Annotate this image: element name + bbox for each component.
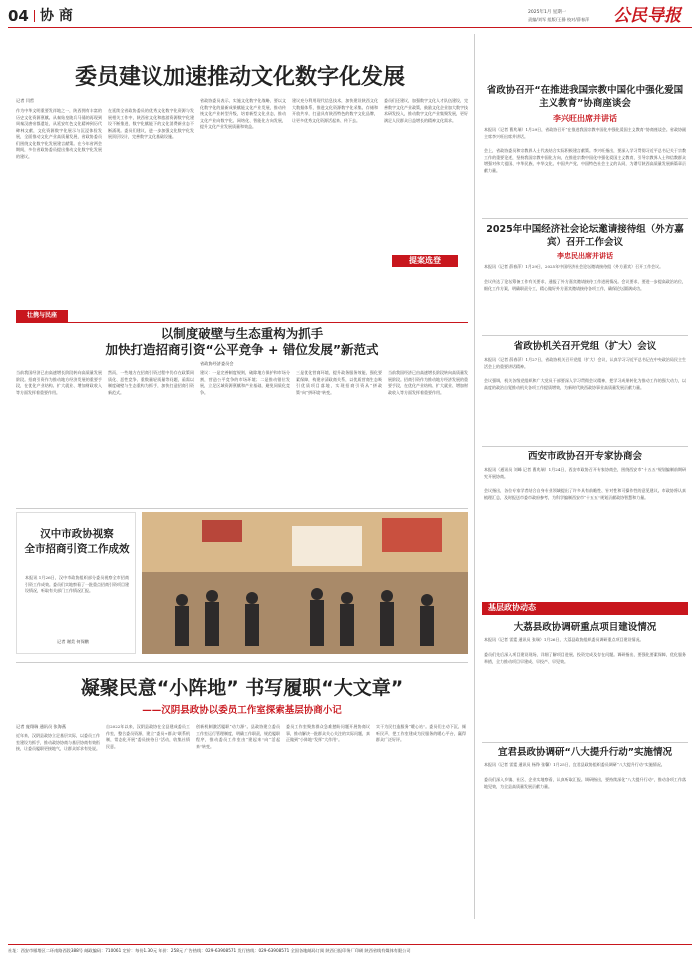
divider	[482, 218, 688, 219]
section-name: 协 商	[40, 8, 73, 24]
divider	[482, 335, 688, 336]
right-article2-title: 2025年中国经济社会论坛邀请接待组（外方嘉宾）召开工作会议	[486, 224, 684, 248]
right-article4-byline: 本报讯（通讯员 刘峰 记者 曹兆瑞）1月24日，西安市政协召开专家协商会，围绕西安市“十五五”规划编制前期研究开展协商。	[484, 467, 686, 479]
yijun-body: 委员们深入乡镇、社区、企业实地察看，认真听取汇报。调研指出，要持续深化“八大提升行动”，推动各项工作落地见效，为全县高质量发展贡献力量。	[484, 777, 686, 789]
footer	[8, 944, 692, 958]
hanzhong-reporter: 记者 谢美 何保鹏	[57, 639, 89, 644]
mid-byline: 省政协经济委员会	[200, 361, 234, 366]
photo-scene	[142, 512, 468, 654]
lead-title: 委员建议加速推动文化数字化发展	[74, 65, 405, 90]
lead-column-4: 建议充分利用现代信息技术，加快建设陕西文化大数据体系，推进文化资源数字化采集、存储和开放共享，打造具有陕西特色的数字文化品牌，让更多优秀文化资源活起来、传下去。	[292, 98, 378, 123]
mid-badge: 壮携与民座	[16, 310, 68, 322]
hanzhong-title-line1: 汉中市政协视察	[40, 528, 114, 540]
yijun-title: 宜君县政协调研“八大提升行动”实施情况	[498, 747, 672, 758]
bottom-subtitle: ——汉阴县政协以委员工作室探索基层协商小记	[142, 705, 342, 716]
column-divider	[474, 34, 475, 919]
right-article4-title: 西安市政协召开专家协商会	[527, 451, 642, 462]
mid-column-4: 三是优化营商环境，提升政务服务效能，强化要素保障，构建亲清政商关系，以优质营商生态吸引优质项目落地，实现招商引资从“拼政策”向“拼环境”转变。	[296, 370, 382, 395]
bottom-byline: 记者 庞翔瑞 通讯员 张海燕	[16, 724, 67, 729]
right-article2-byline: 本报讯（记者 薛春萍）1月29日，2025年中国经济社会论坛邀请接待组（外方嘉宾）召开工作会议。	[484, 264, 664, 269]
bottom-column-5: 实干为民打造服务“暖心站”。委员们主动下沉、倾听民声，把工作室建成为民服务的暖心平台，赢得群众广泛好评。	[376, 724, 466, 742]
right-article2-speaker: 李忠民出席并讲话	[557, 252, 613, 260]
right-article3-byline: 本报讯（记者 薛春萍）1月27日，省政协机关召开党组（扩大）会议，认真学习习近平总书记在中央政治局民主生活会上的重要讲话精神。	[484, 357, 686, 369]
grassroots-banner: 基层政协动态	[482, 602, 688, 615]
mid-column-2: 然而，一些地方在招商引资过程中仍存在政策同质化、恶性竞争、重数量轻质量等问题，亟需以制度破壁与生态重构为抓手，加快打造招商引资新范式。	[108, 370, 194, 395]
page-number: 04	[8, 7, 29, 25]
section-divider	[34, 10, 35, 22]
mid-column-1: 当前我国经济已由高速增长阶段转向高质量发展阶段。招商引资作为推动地方经济发展的重要手段，在优化产业结构、扩大就业、增加财政收入等方面发挥着重要作用。	[16, 370, 102, 395]
yijun-byline: 本报讯（记者 雷霆 通讯员 杨铮 张馨）1月25日，宜君县政协组织委员调研“八大提升行动”实施情况。	[484, 762, 665, 767]
divider	[16, 662, 468, 663]
right-article1-byline: 本报讯（记者 曹兆瑞）1月29日，省政协召开“在推进我国宗教中国化中强化爱国主义教育”协商座谈会。省政协副主席李兴旺出席并讲话。	[484, 127, 686, 139]
date-line: 2025年1月 星期一	[528, 10, 567, 15]
bottom-column-3: 创新机制激活履职“动力源”。县政协建立委员工作室运行管理制度，明确工作职责，规范履职程序，推动委员工作室由“建起来”向“活起来”转变。	[196, 724, 280, 749]
masthead-logo: 公民导报	[613, 6, 681, 26]
solution-banner: 提案选登	[392, 255, 458, 267]
mid-column-5: 当前我国经济已由高速增长阶段转向高质量发展阶段。招商引资作为推动地方经济发展的重要手段，在优化产业结构、扩大就业、增加财政收入等方面发挥着重要作用。	[388, 370, 468, 395]
mid-title-line2: 加快打造招商引资“公平竞争 + 错位发展”新范式	[105, 342, 379, 357]
mid-column-3: 建议：一是完善制度规则，破除地方保护和市场分割，营造公平竞争的市场环境；二是推动错位发展，立足区域资源禀赋和产业基础，避免同质化竞争。	[200, 370, 290, 395]
divider	[16, 322, 468, 323]
hanzhong-box	[16, 512, 136, 654]
lead-column-1: 作为中华文明重要发祥地之一，陕西拥有丰富的历史文化资源禀赋。从秦始皇陵兵马俑的再现到周秦汉唐帝都遗址，从延安红色文化精神到历代碑林文献，文化资源数字化展示与沉浸体验发展，全面推动文化产业高质量发展，省政协委员们围绕文化数字化发展建言献策。在今年省两会期间，多位省政协委员提出推动文化数字化发展的建议。	[16, 108, 102, 159]
divider	[482, 446, 688, 447]
right-article3-title: 省政协机关召开党组（扩大）会议	[513, 341, 657, 352]
bottom-title: 凝聚民意“小阵地” 书写履职“大文章”	[80, 677, 404, 699]
right-article1-speaker: 李兴旺出席并讲话	[553, 114, 617, 123]
lead-column-3: 省政协委员表示，实施文化数字化战略，要以文化数字化的最新成果赋能文化产业发展，推动传统文化产业转型升级，培育新型文化业态，推动文化产业向数字化、网络化、智能化方向发展，提升文化产业发展质量和效益。	[200, 98, 286, 129]
dali-body: 委员们先后深入项目建设现场，详细了解项目进展、投资完成及存在问题。调研指出，要强化要素保障，优化服务举措，全力推动项目早建成、早投产、早见效。	[484, 652, 686, 664]
hanzhong-body: 本报讯 1月26日，汉中市政协组织部分委员视察全市招商引资工作成效。委员们实地察看了一批重点招商引资项目建设情况，听取有关部门工作情况汇报。	[25, 575, 129, 593]
right-article3-body: 会议强调，机关各级党组织和广大党员干部要深入学习贯彻会议精神，把学习成果转化为推动工作的强大动力，以高度的政治自觉推动机关各项工作提质增效，为新时代陕西政协事业高质量发展贡献力量。	[484, 378, 686, 390]
bottom-column-1: 近年来，汉阴县政协立足基层实际，以委员工作室建设为抓手，推动政协协商与基层协商有效衔接，让委员履职更接地气，让群众诉求有处说。	[16, 733, 100, 751]
bottom-column-2: 自2022年以来，汉阴县政协在全县建成委员工作室，整合委员资源，建立“委员+群众”联系机制，常态化开展“委员接待日”活动，收集社情民意。	[106, 724, 190, 749]
bottom-column-4: 委员工作室聚焦群众急难愁盼问题开展协商议事，推动解决一批群众关心关注的实际问题，真正做到“小阵地”发挥“大作用”。	[286, 724, 370, 742]
right-article4-body: 会议指出，各位专家学者结合自身专业领域提出了许多具有前瞻性、针对性和可操作性的意见建议。市政协将认真梳理汇总，及时报送市委市政府参考，为科学编制西安市“十五五”规划贡献政协智慧和力量。	[484, 488, 686, 500]
dali-byline: 本报讯（记者 雷霆 通讯员 张瑞）1月26日，大荔县政协组织委员调研重点项目建设情况。	[484, 637, 644, 642]
news-photo	[142, 512, 468, 654]
hanzhong-title-line2: 全市招商引资工作成效	[24, 543, 130, 555]
lead-column-2: 在延续全省政协委员的优秀文化数字化资源与发展相关工作中，陕西省文化和旅游资源数字化建设不断推进，数字化赋能下的文化消费新业态不断涌现。委员们建议，进一步加强文化数字化发展顶层设计，完善数字文化基础设施。	[108, 108, 194, 139]
mid-title-line1: 以制度破壁与生态重构为抓手	[160, 326, 324, 341]
divider	[482, 742, 688, 743]
right-article1-title: 省政协召开“在推进我国宗教中国化中强化爱国主义教育”协商座谈会	[486, 85, 684, 109]
right-article1-body: 会上，省政协委员和宗教界人士代表结合实际积极建言献策。李兴旺指出，要深入学习贯彻习近平总书记关于宗教工作的重要论述，坚持我国宗教中国化方向，在推进宗教中国化中强化爱国主义教育，引导宗教界人士和信教群众增强对伟大祖国、中华民族、中华文化、中国共产党、中国特色社会主义的认同，为谱写陕西高质量发展新篇章贡献力量。	[484, 148, 686, 173]
lead-byline: 记者 闫哲	[16, 98, 35, 103]
lead-column-5: 委员们还建议，加强数字文化人才队伍建设，完善数字文化产业政策，鼓励文化企业加大数字技术研发投入，推动数字文化产业集聚发展，更好满足人民群众日益增长的精神文化需求。	[384, 98, 468, 123]
divider	[16, 508, 468, 509]
staff-line: 责编/刘军 组版/王静 校对/薛春萍	[528, 17, 590, 22]
right-article2-body: 会议传达了论坛筹备工作有关要求，通报了外方嘉宾邀请接待工作进展情况。会议要求，要进一步提高政治站位，细化工作方案，明确职责分工，精心做好外方嘉宾邀请接待各项工作，确保论坛圆满成功。	[484, 279, 686, 291]
dali-title: 大荔县政协调研重点项目建设情况	[513, 622, 657, 633]
masthead	[8, 6, 692, 28]
footer-text: 社址：西安市雁塔区二环南路西段388号 邮政编码：710061 定价：每份1.30元 年价：258元 广告热线：029-63908571 发行热线：029-63908571 全国各地邮局订阅 陕西日报印务厂印刷 陕西省线有媒体有限公司	[8, 948, 411, 953]
